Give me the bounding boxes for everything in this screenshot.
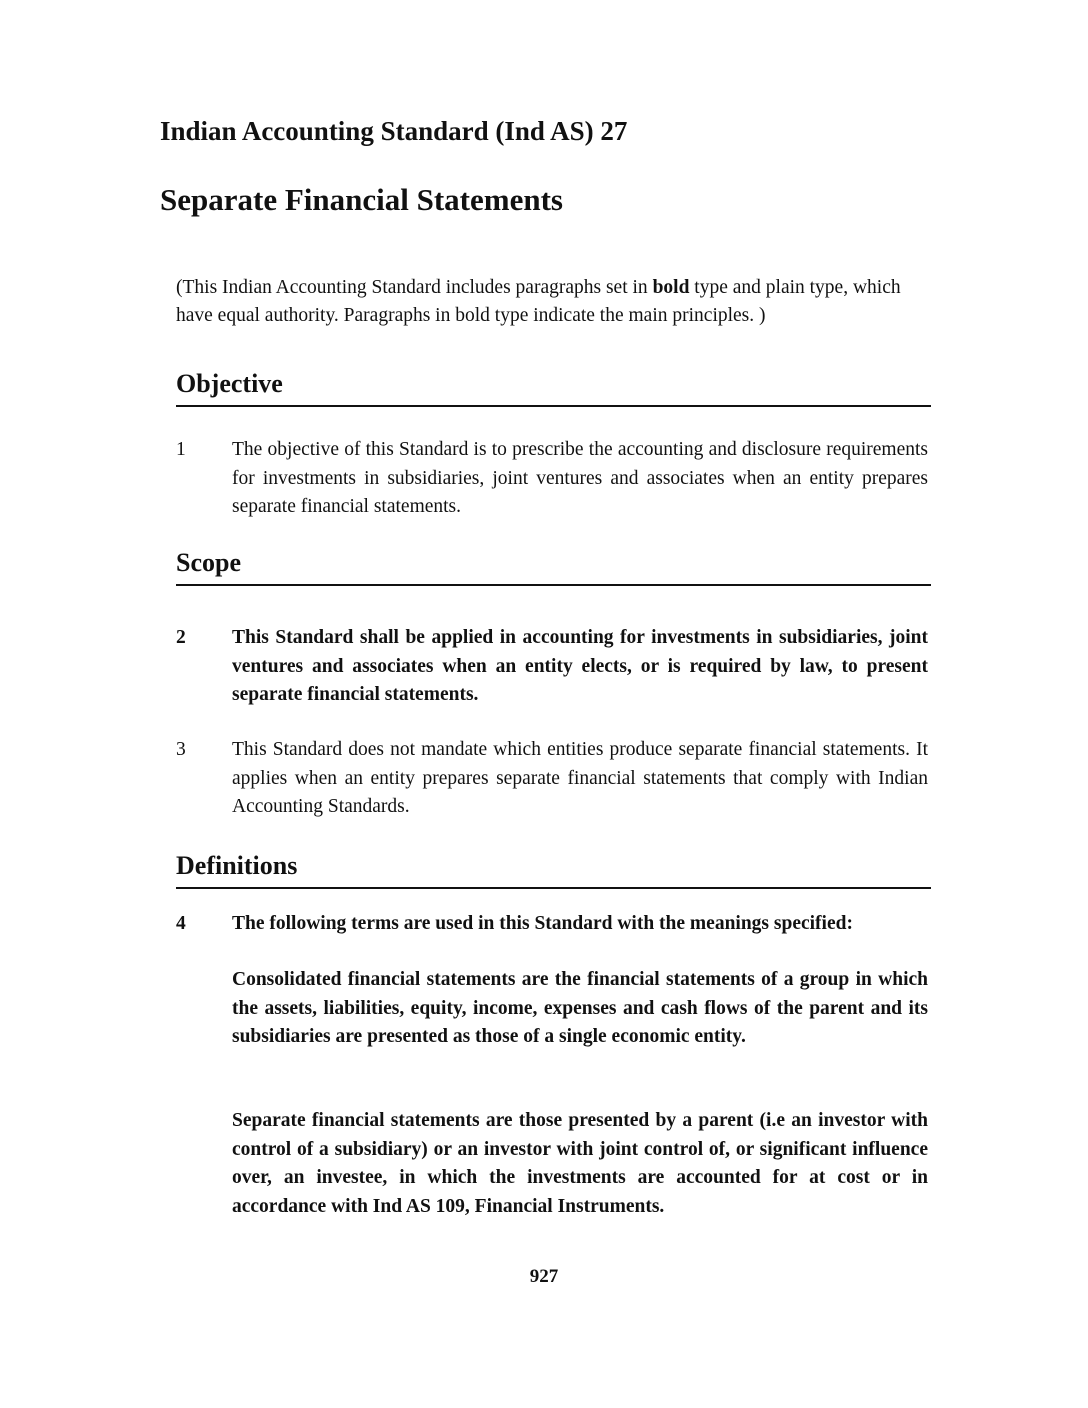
- paragraph-4: [176, 910, 928, 939]
- paragraph-text: This Standard does not mandate which entities produce separate financial statements. It applies when an entity prepares separate financial statements that comply with Indian Accounting Standards.: [232, 739, 928, 817]
- intro-note: [176, 274, 936, 330]
- paragraph-number: 4: [176, 913, 186, 934]
- definition-consolidated-financial-statements: Consolidated financial statements are the financial statements of a group in which the assets, liabilities, equity, income, expenses and cash flows of the parent and its subsidiaries are presented as those of a single economic entity.: [232, 969, 928, 1047]
- section-heading-definitions: Definitions: [176, 849, 931, 889]
- document-title: Separate Financial Statements: [160, 182, 563, 217]
- paragraph-3: [176, 736, 928, 822]
- page-number: 927: [529, 1266, 559, 1287]
- paragraph-text: The objective of this Standard is to prescribe the accounting and disclosure requirements for investments in subsidiaries, joint ventures and associates when an entity prepares separate financial statements.: [232, 439, 928, 517]
- definition-separate-financial-statements: Separate financial statements are those presented by a parent (i.e an investor with control of a subsidiary) or an investor with joint control of, or significant influence over, an investee, in which the investments are accounted for at cost or in accordance with Ind AS 109, Financial Instruments.: [232, 1110, 928, 1217]
- paragraph-number: 2: [176, 627, 186, 648]
- section-heading-objective: Objective: [176, 367, 931, 407]
- paragraph-2: [176, 624, 928, 710]
- standard-title: Indian Accounting Standard (Ind AS) 27: [160, 116, 628, 146]
- paragraph-text: This Standard shall be applied in accounting for investments in subsidiaries, joint ventures and associates when an entity elects, or is required by law, to present separate financial statements.: [232, 627, 928, 705]
- intro-text-start: (This Indian Accounting Standard includes paragraphs set in: [176, 277, 653, 298]
- intro-text-end: type and plain type, which have equal authority. Paragraphs in bold type indicate the main principles. ): [176, 277, 901, 326]
- paragraph-number: 3: [176, 739, 186, 760]
- paragraph-text: The following terms are used in this Standard with the meanings specified:: [232, 913, 853, 934]
- intro-bold-word: bold: [652, 277, 690, 298]
- paragraph-number: 1: [176, 439, 186, 460]
- section-heading-scope: Scope: [176, 546, 931, 586]
- paragraph-1: [176, 436, 928, 522]
